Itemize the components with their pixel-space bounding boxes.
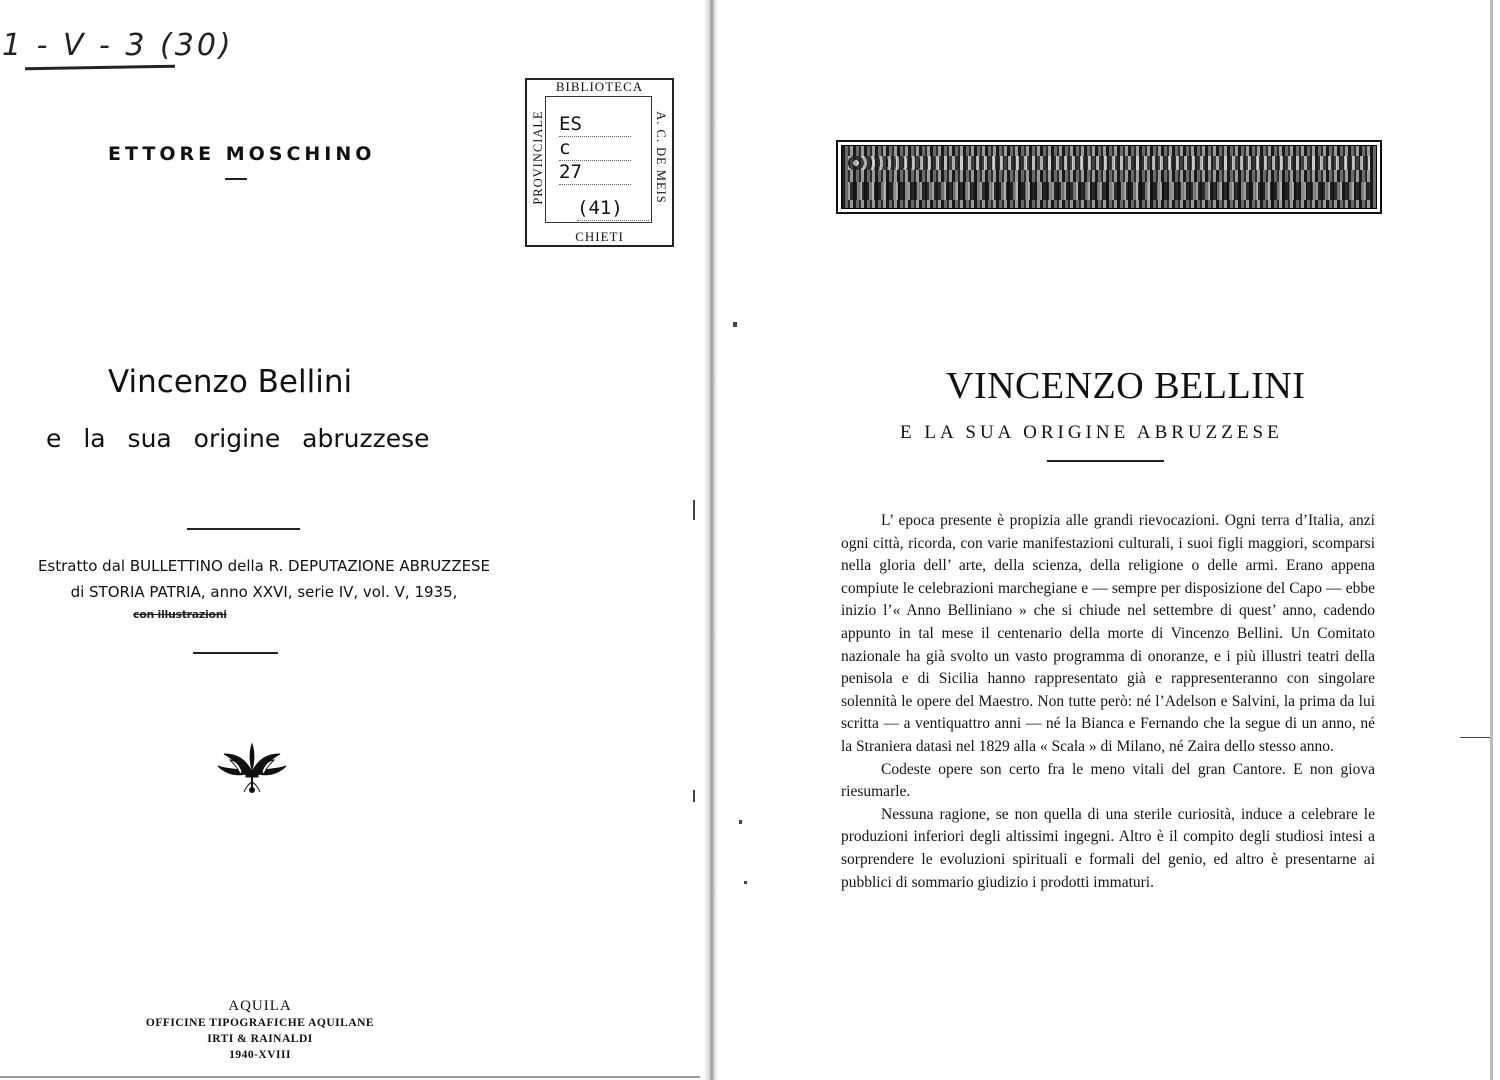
stamp-line-4: (41): [577, 197, 649, 221]
book-gutter: [704, 0, 718, 1080]
cover-title: Vincenzo Bellini: [108, 364, 353, 400]
extract-line-2: di STORIA PATRIA, anno XXVI, serie IV, vol. V, 1935,: [70, 583, 458, 601]
scan-speck: [739, 820, 742, 824]
headpiece-band-top: [848, 156, 1370, 170]
scan-edge: [1490, 0, 1493, 1080]
left-page: [0, 0, 705, 1080]
imprint-year: 1940-XVIII: [229, 1049, 291, 1061]
publisher-imprint: [130, 998, 390, 1063]
headpiece-band-bottom: [848, 182, 1370, 200]
shelfmark-handwritten: 1 - V - 3 (30): [2, 28, 234, 63]
cover-rule-top: [187, 528, 300, 530]
imprint-printer: OFFICINE TIPOGRAFICHE AQUILANE: [145, 1017, 375, 1029]
paragraph-3: Nessuna ragione, se non quella di una sterile curiosità, induce a celebrare le produzioni inferiori degli altissimi ingegni. Altro è il compito degli studiosi intesi a sorprendere le evoluzioni spirituali e formali del genio, ed altro è presentarne ai pubblici di sommario giudizio i prodotti immaturi.: [841, 805, 1375, 891]
imprint-city: AQUILA: [228, 998, 292, 1014]
stamp-line-3: 27: [559, 161, 631, 185]
headpiece-engraving: [841, 145, 1377, 209]
shelfmark-underline: [25, 65, 175, 71]
cover-subtitle: e la sua origine abruzzese: [46, 424, 430, 453]
stamp-top-text: BIBLIOTECA: [555, 79, 644, 94]
scan-speck: [744, 881, 747, 884]
stamp-right-text: A. C. DE MEIS: [654, 111, 668, 204]
scan-edge: [0, 1076, 700, 1078]
author-dash: [225, 178, 247, 180]
extract-line-1: Estratto dal BULLETTINO della R. DEPUTAZIONE ABRUZZESE: [37, 557, 491, 575]
paragraph-1: L’ epoca presente è propizia alle grandi rievocazioni. Ogni terra d’Italia, anzi ogni città, ricorda, con varie manifestazioni culturali, i suoi figli maggiori, scomparsi nella gloria dell’ arte, della scienza, della religione o delle armi. Erano appena compiute le celebrazioni marchegiane e — sempre per disposizione del Capo — ebbe inizio l’« Anno Belliniano » che si chiude nel settembre di quest’ anno, cadendo appunto in tal mese il centenario della morte di Vincenzo Bellini. Un Comitato nazionale ha già svolto un vasto programma di onoranze, e i più illustri teatri della penisola e di Sicilia hanno rappresentato già e rappresenteranno con singolare solennità le opere del Maestro. Non tutte però: né l’Adelson e Salvini, la prima da lui scritta — a ventiquattro anni — né la Bianca e Fernando che la segue di un anno, né la Straniera datasi nel 1829 alla « Scala » di Milano, né Zaira dello stesso anno.: [841, 512, 1375, 755]
article-title-rule: [1047, 460, 1164, 462]
struck-through-note: con illustrazioni: [133, 608, 227, 621]
stamp-left-text: PROVINCIALE: [531, 110, 545, 205]
stamp-line-2: c: [559, 137, 631, 161]
author-name: ETTORE MOSCHINO: [108, 143, 376, 165]
article-title: VINCENZO BELLINI: [946, 365, 1306, 407]
article-body: [841, 510, 1375, 894]
scan-speck: [733, 322, 737, 327]
imprint-owners: IRTI & RAINALDI: [207, 1033, 313, 1045]
stamp-line-1: ES: [559, 113, 631, 137]
article-subtitle: E LA SUA ORIGINE ABRUZZESE: [900, 422, 1283, 443]
extract-note: [14, 553, 514, 605]
floral-ornament-icon: [216, 742, 288, 794]
cover-rule-bottom: [193, 652, 278, 654]
stamp-bottom-text: CHIETI: [575, 229, 624, 244]
scan-speck: [693, 790, 695, 802]
scan-speck: [1460, 737, 1490, 738]
decorative-headpiece: [836, 140, 1382, 214]
paragraph-2: Codeste opere son certo fra le meno vitali del gran Cantore. E non giova riesumarle.: [841, 760, 1375, 801]
scan-speck: [693, 500, 695, 520]
library-stamp: [525, 78, 674, 247]
